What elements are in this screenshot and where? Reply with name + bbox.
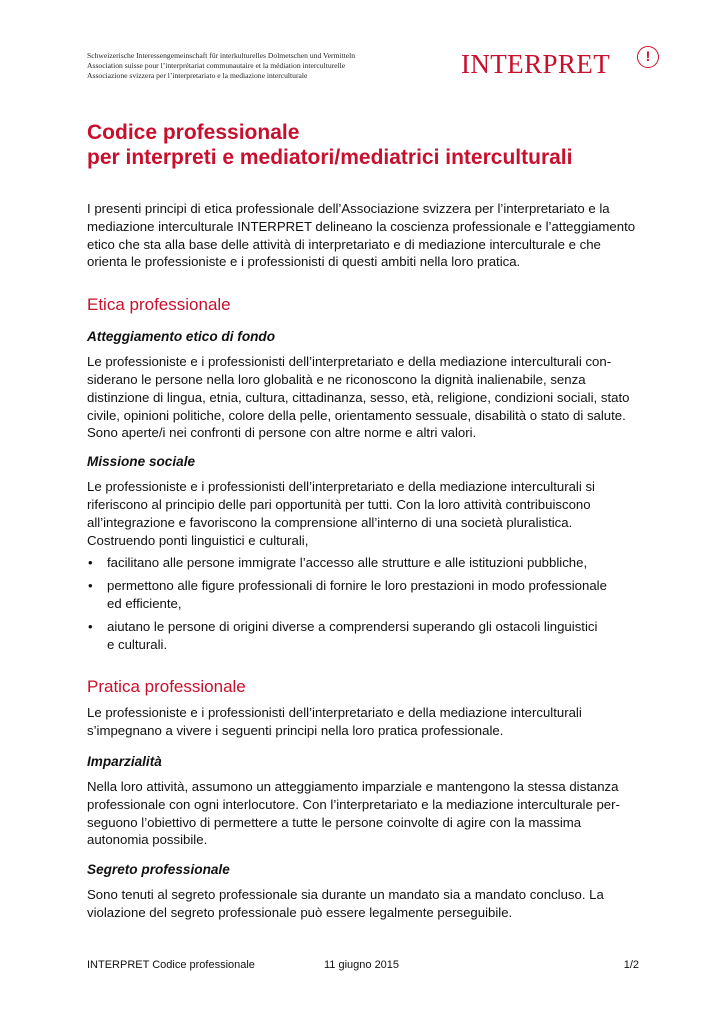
intro-paragraph [87,200,647,271]
list-item [87,577,647,613]
footer-document-name: INTERPRET Codice professionale [87,959,255,971]
section-heading-ethics: Etica professionale [87,295,231,315]
text-line: facilitano alle persone immigrate l’accesso alle strutture e alle istituzioni pubbliche, [107,555,588,571]
subheading-impartiality: Imparzialità [87,753,162,769]
footer-date: 11 giugno 2015 [324,959,400,971]
text-line: Costruendo ponti linguistici e culturali, [87,532,309,548]
text-line: Le professioniste e i professionisti dell’interpretariato e della mediazione interculturali [87,705,582,721]
text-line: siderano le persone nella loro globalità e ne riconoscono la dignità inalienabile, senza [87,371,586,387]
text-line: e culturali. [107,636,168,652]
subheading-social-mission: Missione sociale [87,454,196,470]
text-line: Sono tenuti al segreto professionale sia durante un mandato sia a mandato concluso. La [87,887,604,903]
association-names [87,51,355,82]
text-line: violazione del segreto professionale può essere legalmente perseguibile. [87,904,513,920]
association-name-de: Schweizerische Interessengemeinschaft für interkulturelles Dolmetschen und Vermitteln [87,51,356,60]
text-line: Sono aperte/i nei confronti di persone con altre norme e altri valori. [87,425,477,441]
paragraph-impartiality [87,778,647,849]
bullet-icon: • [88,578,93,594]
document-body [87,120,647,922]
text-line: etico che sta alla base delle attività di interpretariato e di mediazione interculturale e che [87,236,601,252]
text-line: I presenti principi di etica professionale dell’Associazione svizzera per l’interpretariato e la [87,201,610,216]
association-name-fr: Association suisse pour l’interprétariat communautaire et la médiation interculturelle [87,61,346,71]
title-line-2: per interpreti e mediatori/mediatrici interculturali [87,146,573,169]
paragraph-ethical-attitude [87,353,647,442]
text-line: autonomia possibile. [87,832,208,848]
text-line: orienta le professioniste e i professionisti di questi ambiti nella loro pratica. [87,254,521,270]
title-line-1: Codice professionale [87,121,300,144]
text-line: s’impegnano a vivere i seguenti principi nella loro pratica professionale. [87,723,504,739]
exclamation-bubble-icon: ! [637,46,659,68]
subheading-ethical-attitude: Atteggiamento etico di fondo [87,329,276,345]
paragraph-professional-secrecy [87,886,647,922]
text-line: ed efficiente, [107,595,182,611]
text-line: civile, opinioni politiche, colore della pelle, orientamento sessuale, disabilità o stato di salute. [87,407,626,423]
paragraph-social-mission [87,478,647,549]
text-line: Le professioniste e i professionisti dell’interpretariato e della mediazione interculturali con- [87,354,612,370]
bullet-list [87,554,647,653]
text-line: mediazione interculturale INTERPRET delineano la coscienza professionale e l’atteggiamento [87,218,636,234]
association-name-it: Associazione svizzera per l’interpretariato e la mediazione interculturale [87,71,308,81]
text-line: permettono alle figure professionali di fornire le loro prestazioni in modo professionale [107,578,607,594]
text-line: Le professioniste e i professionisti dell’interpretariato e della mediazione interculturali si [87,479,595,495]
text-line: Nella loro attività, assumono un atteggiamento imparziale e mantengono la stessa distanza [87,778,619,794]
bullet-icon: • [88,555,93,571]
text-line: riferiscono al principio delle pari opportunità per tutti. Con la loro attività contribuiscono [87,496,591,512]
text-line: seguono l’obiettivo di permettere a tutte le persone coinvolte di agire con la massima [87,814,582,830]
footer-page-number: 1/2 [623,959,639,971]
bullet-icon: • [88,618,93,634]
section-heading-practice: Pratica professionale [87,677,246,697]
list-item [87,554,647,572]
list-item [87,618,647,654]
subheading-professional-secrecy: Segreto professionale [87,862,230,878]
page-title [87,120,647,170]
logo-text: INTERPRET [461,49,611,79]
text-line: aiutano le persone di origini diverse a comprendersi superando gli ostacoli linguistici [107,618,598,634]
text-line: distinzione di lingua, etnia, cultura, cittadinanza, sesso, età, religione, condizioni sociali, stato [87,389,630,405]
paragraph-practice [87,704,647,740]
text-line: professionale con ogni interlocutore. Con l’interpretariato e la mediazione interculturale per- [87,796,620,812]
text-line: all’integrazione e favoriscono la comprensione all’interno di una società pluralistica. [87,514,573,530]
